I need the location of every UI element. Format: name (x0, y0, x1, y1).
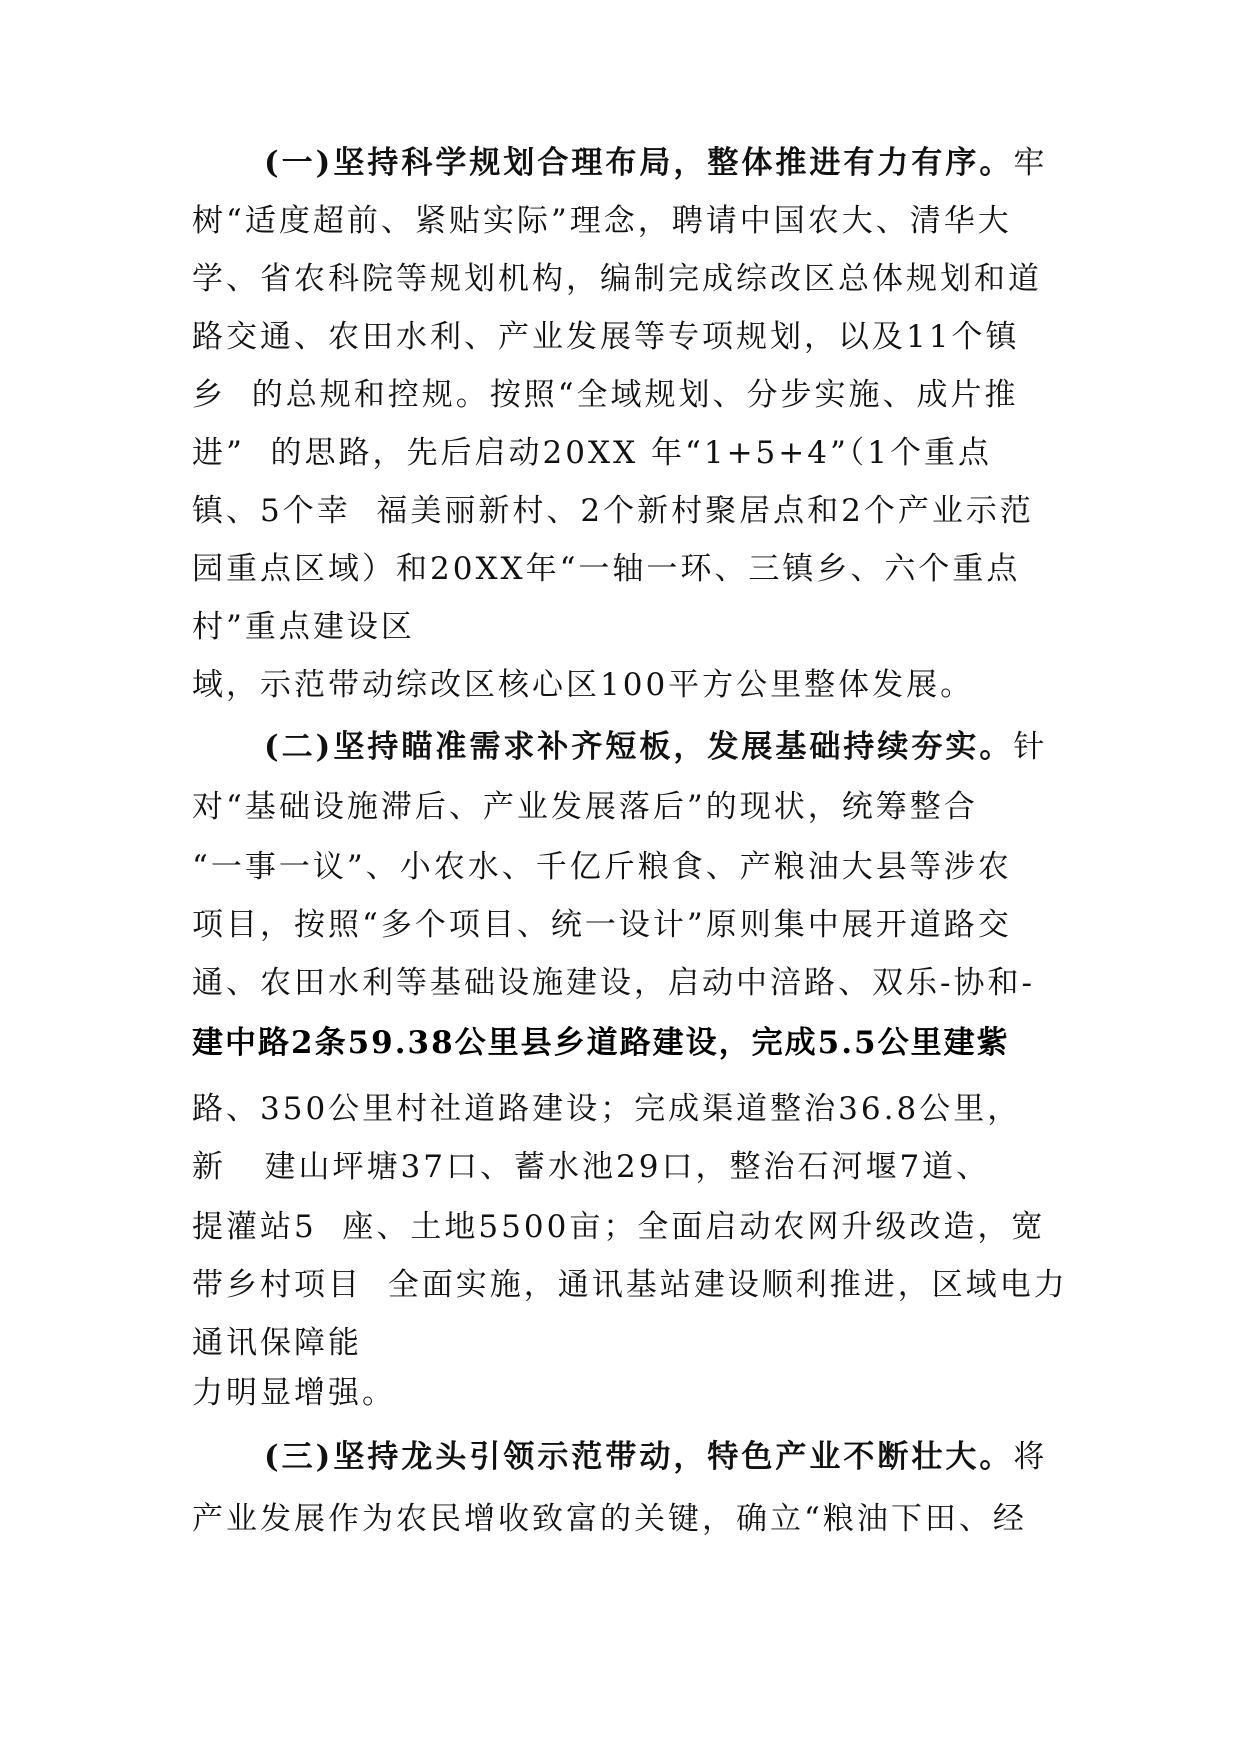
section-2-line: 提灌站5 座、土地5500亩；全面启动农网升级改造，宽 (192, 1209, 1046, 1245)
section-3-line: 产业发展作为农民增收致富的关键，确立“粮油下田、经 (192, 1501, 1027, 1537)
section-2-line: 通、农田水利等基础设施建设，启动中涪路、双乐-协和- (192, 965, 1035, 1001)
section-1-heading: (一)坚持科学规划合理布局，整体推进有力有序。 (264, 145, 1014, 181)
section-3-heading-tail: 将 (1013, 1439, 1048, 1475)
section-2-line: 项目，按照“多个项目、统一设计”原则集中展开道路交 (192, 907, 1012, 943)
section-1-line: 村”重点建设区 (192, 609, 415, 645)
section-2-line: 带乡村项目 全面实施，通讯基站建设顺利推进，区域电力 (192, 1267, 1068, 1303)
section-2-first-line (264, 729, 1048, 765)
section-1-line: 乡 的总规和控规。按照“全域规划、分步实施、成片推 (192, 377, 1019, 413)
section-1-first-line (264, 145, 1048, 181)
section-1-line: 园重点区域）和20XX年“一轴一环、三镇乡、六个重点 (192, 551, 1021, 587)
section-1-heading-tail: 牢 (1013, 145, 1048, 181)
section-2-heading-tail: 针 (1013, 729, 1048, 765)
section-3-heading: (三)坚持龙头引领示范带动，特色产业不断壮大。 (264, 1439, 1014, 1475)
section-1-line: 域，示范带动综改区核心区100平方公里整体发展。 (192, 667, 975, 703)
section-2-heading: (二)坚持瞄准需求补齐短板，发展基础持续夯实。 (264, 729, 1014, 765)
section-1-line: 树“适度超前、紧贴实际”理念，聘请中国农大、清华大 (192, 203, 1012, 239)
section-1-line: 进” 的思路，先后启动20XX 年“1+5+4”（1个重点 (192, 435, 993, 471)
section-2-line: 对“基础设施滞后、产业发展落后”的现状，统筹整合 (192, 789, 978, 825)
section-1-line: 路交通、农田水利、产业发展等专项规划，以及11个镇 (192, 319, 1020, 355)
section-2-line: “一事一议”、小农水、千亿斤粮食、产粮油大县等涉农 (192, 849, 1012, 885)
section-2-line: 路、350公里村社道路建设；完成渠道整治36.8公里， (192, 1091, 1022, 1127)
section-2-line-bold: 建中路2条59.38公里县乡道路建设，完成5.5公里建紫 (192, 1025, 1010, 1061)
section-2-line: 通讯保障能 (192, 1325, 362, 1361)
section-2-line: 新 建山坪塘37口、蓄水池29口，整治石河堰7道、 (192, 1149, 991, 1185)
section-1-line: 镇、5个幸 福美丽新村、2个新村聚居点和2个产业示范 (192, 493, 1034, 529)
section-1-line: 学、省农科院等规划机构，编制完成综改区总体规划和道 (192, 261, 1042, 297)
section-3-first-line (264, 1439, 1048, 1475)
section-2-line: 力明显增强。 (192, 1375, 396, 1411)
